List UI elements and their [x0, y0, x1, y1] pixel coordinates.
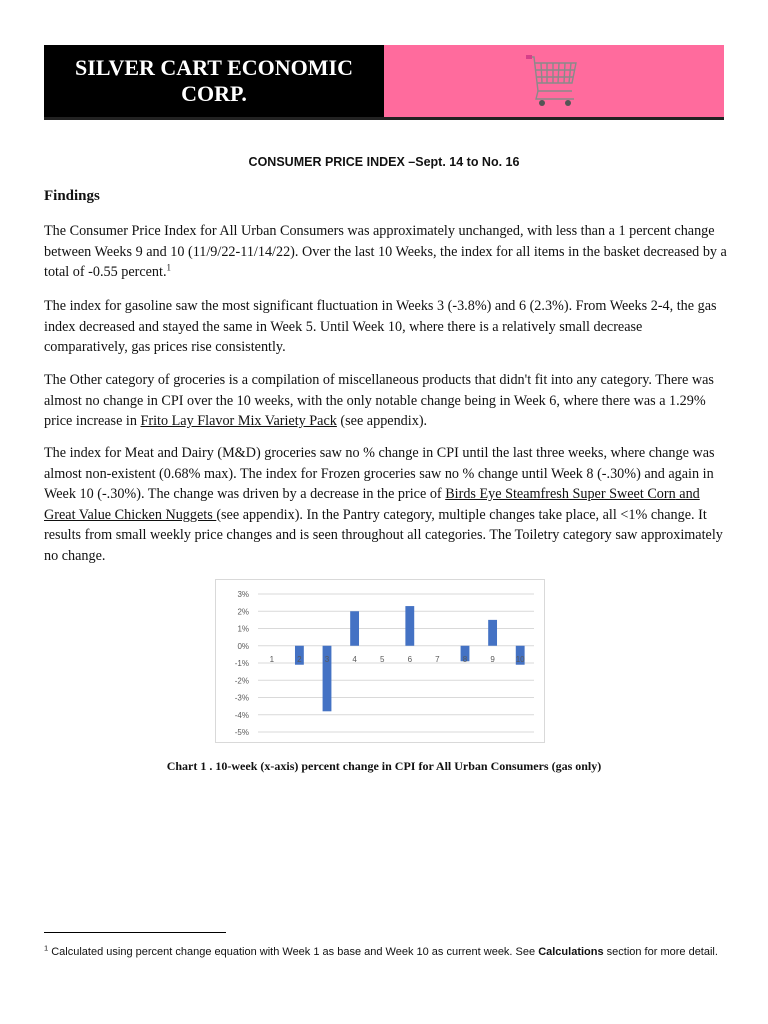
chart-bar [350, 611, 359, 646]
chart-x-tick-label: 3 [324, 655, 330, 664]
company-name-line2: CORP. [181, 81, 247, 106]
product-link-chicken-nuggets[interactable]: Great Value Chicken Nuggets [44, 506, 217, 523]
paragraph-md-text: The index for Meat and Dairy (M&D) groceries saw no % change in CPI until the last three weeks, where change was almost non-existent (0.68% max). The index for Frozen groceries saw no % change until Week 8 (-.30%) and again in Week 10 (-.30%). The change was driven by a decrease in the price of [44, 445, 715, 503]
chart-y-tick-label: -3% [234, 693, 249, 703]
footnote-reference[interactable]: 1 [166, 262, 172, 273]
paragraph-summary-text: The Consumer Price Index for All Urban Consumers was approximately unchanged, with less than a 1 percent change between Weeks 9 and 10 (11/9/22-11/14/22). Over the last 10 Weeks, the index for all items in the basket decreased by a total of -0.55 percent. [44, 223, 727, 281]
chart-x-tick-label: 5 [379, 655, 385, 664]
footnote-text: Calculated using percent change equation with Week 1 as base and Week 10 as current week. See [48, 946, 539, 958]
paragraph-other-text-end: (see appendix). [336, 413, 428, 430]
section-heading: Findings [44, 188, 100, 204]
paragraph-gasoline: The index for gasoline saw the most significant fluctuation in Weeks 3 (-3.8%) and 6 (2.3%). From Weeks 2-4, the gas index decreased and stayed the same in Week 5. Until Week 10, where there is a relatively small decrease comparatively, gas prices rise consistently. [44, 298, 717, 356]
paragraph-meat-dairy [44, 443, 728, 567]
chart-y-tick-label: 3% [237, 590, 249, 599]
document-title: CONSUMER PRICE INDEX –Sept. 14 to No. 16 [248, 155, 520, 169]
chart-y-tick-label: 0% [237, 641, 249, 651]
chart-y-tick-label: 2% [237, 607, 249, 617]
shopping-cart-icon [524, 51, 580, 109]
paragraph-summary [44, 221, 728, 283]
product-link-birds-eye[interactable]: Birds Eye Steamfresh Super Sweet Corn [445, 486, 676, 503]
chart-x-tick-label: 2 [297, 655, 302, 664]
paragraph-other-text: The Other category of groceries is a compilation of miscellaneous products that didn't fit into any category. There was almost no change in CPI over the 10 weeks, with the only notable change being in Week 6, where there was a 1.29% price increase in [44, 372, 714, 430]
chart-x-tick-label: 6 [407, 655, 413, 664]
chart-x-tick-label: 10 [515, 655, 525, 664]
product-link-frito-lay[interactable]: Frito Lay Flavor Mix Variety Pack [140, 413, 337, 430]
chart-y-tick-label: -1% [234, 659, 249, 668]
chart-x-tick-label: 8 [462, 655, 468, 664]
footnote [44, 945, 724, 961]
chart-x-tick-label: 4 [352, 655, 357, 664]
chart-x-tick-label: 9 [490, 655, 495, 664]
chart-x-tick-label: 7 [435, 655, 440, 664]
paragraph-md-text-end: (see appendix). In the Pantry category, multiple changes take place, all <1% change. It results from small weekly price changes and is seen throughout all categories. The Toiletry category saw approximately no change. [44, 506, 723, 564]
chart-x-tick-label: 1 [269, 655, 275, 664]
chart-plot [216, 580, 544, 742]
footnote-divider [44, 932, 226, 933]
footnote-marker: 1 [44, 943, 49, 953]
paragraph-other-category [44, 370, 728, 432]
chart-y-tick-label: -4% [234, 710, 249, 720]
chart-y-tick-label: 1% [237, 624, 249, 634]
chart-bar [405, 606, 414, 646]
header-accent-panel [384, 45, 724, 117]
footnote-calculations: Calculations [538, 946, 604, 958]
company-name-block [44, 45, 384, 117]
chart-bar [488, 620, 497, 646]
chart-caption: Chart 1 . 10-week (x-axis) percent change in CPI for All Urban Consumers (gas only) [166, 759, 602, 773]
chart-y-tick-label: -5% [234, 728, 249, 737]
chart-y-tick-label: -2% [234, 676, 249, 686]
company-header [44, 45, 724, 120]
link-connector: and [675, 486, 700, 503]
footnote-text-end: section for more detail. [603, 946, 718, 958]
company-name-line1: SILVER CART ECONOMIC [75, 55, 353, 80]
gas-cpi-bar-chart [215, 579, 545, 743]
